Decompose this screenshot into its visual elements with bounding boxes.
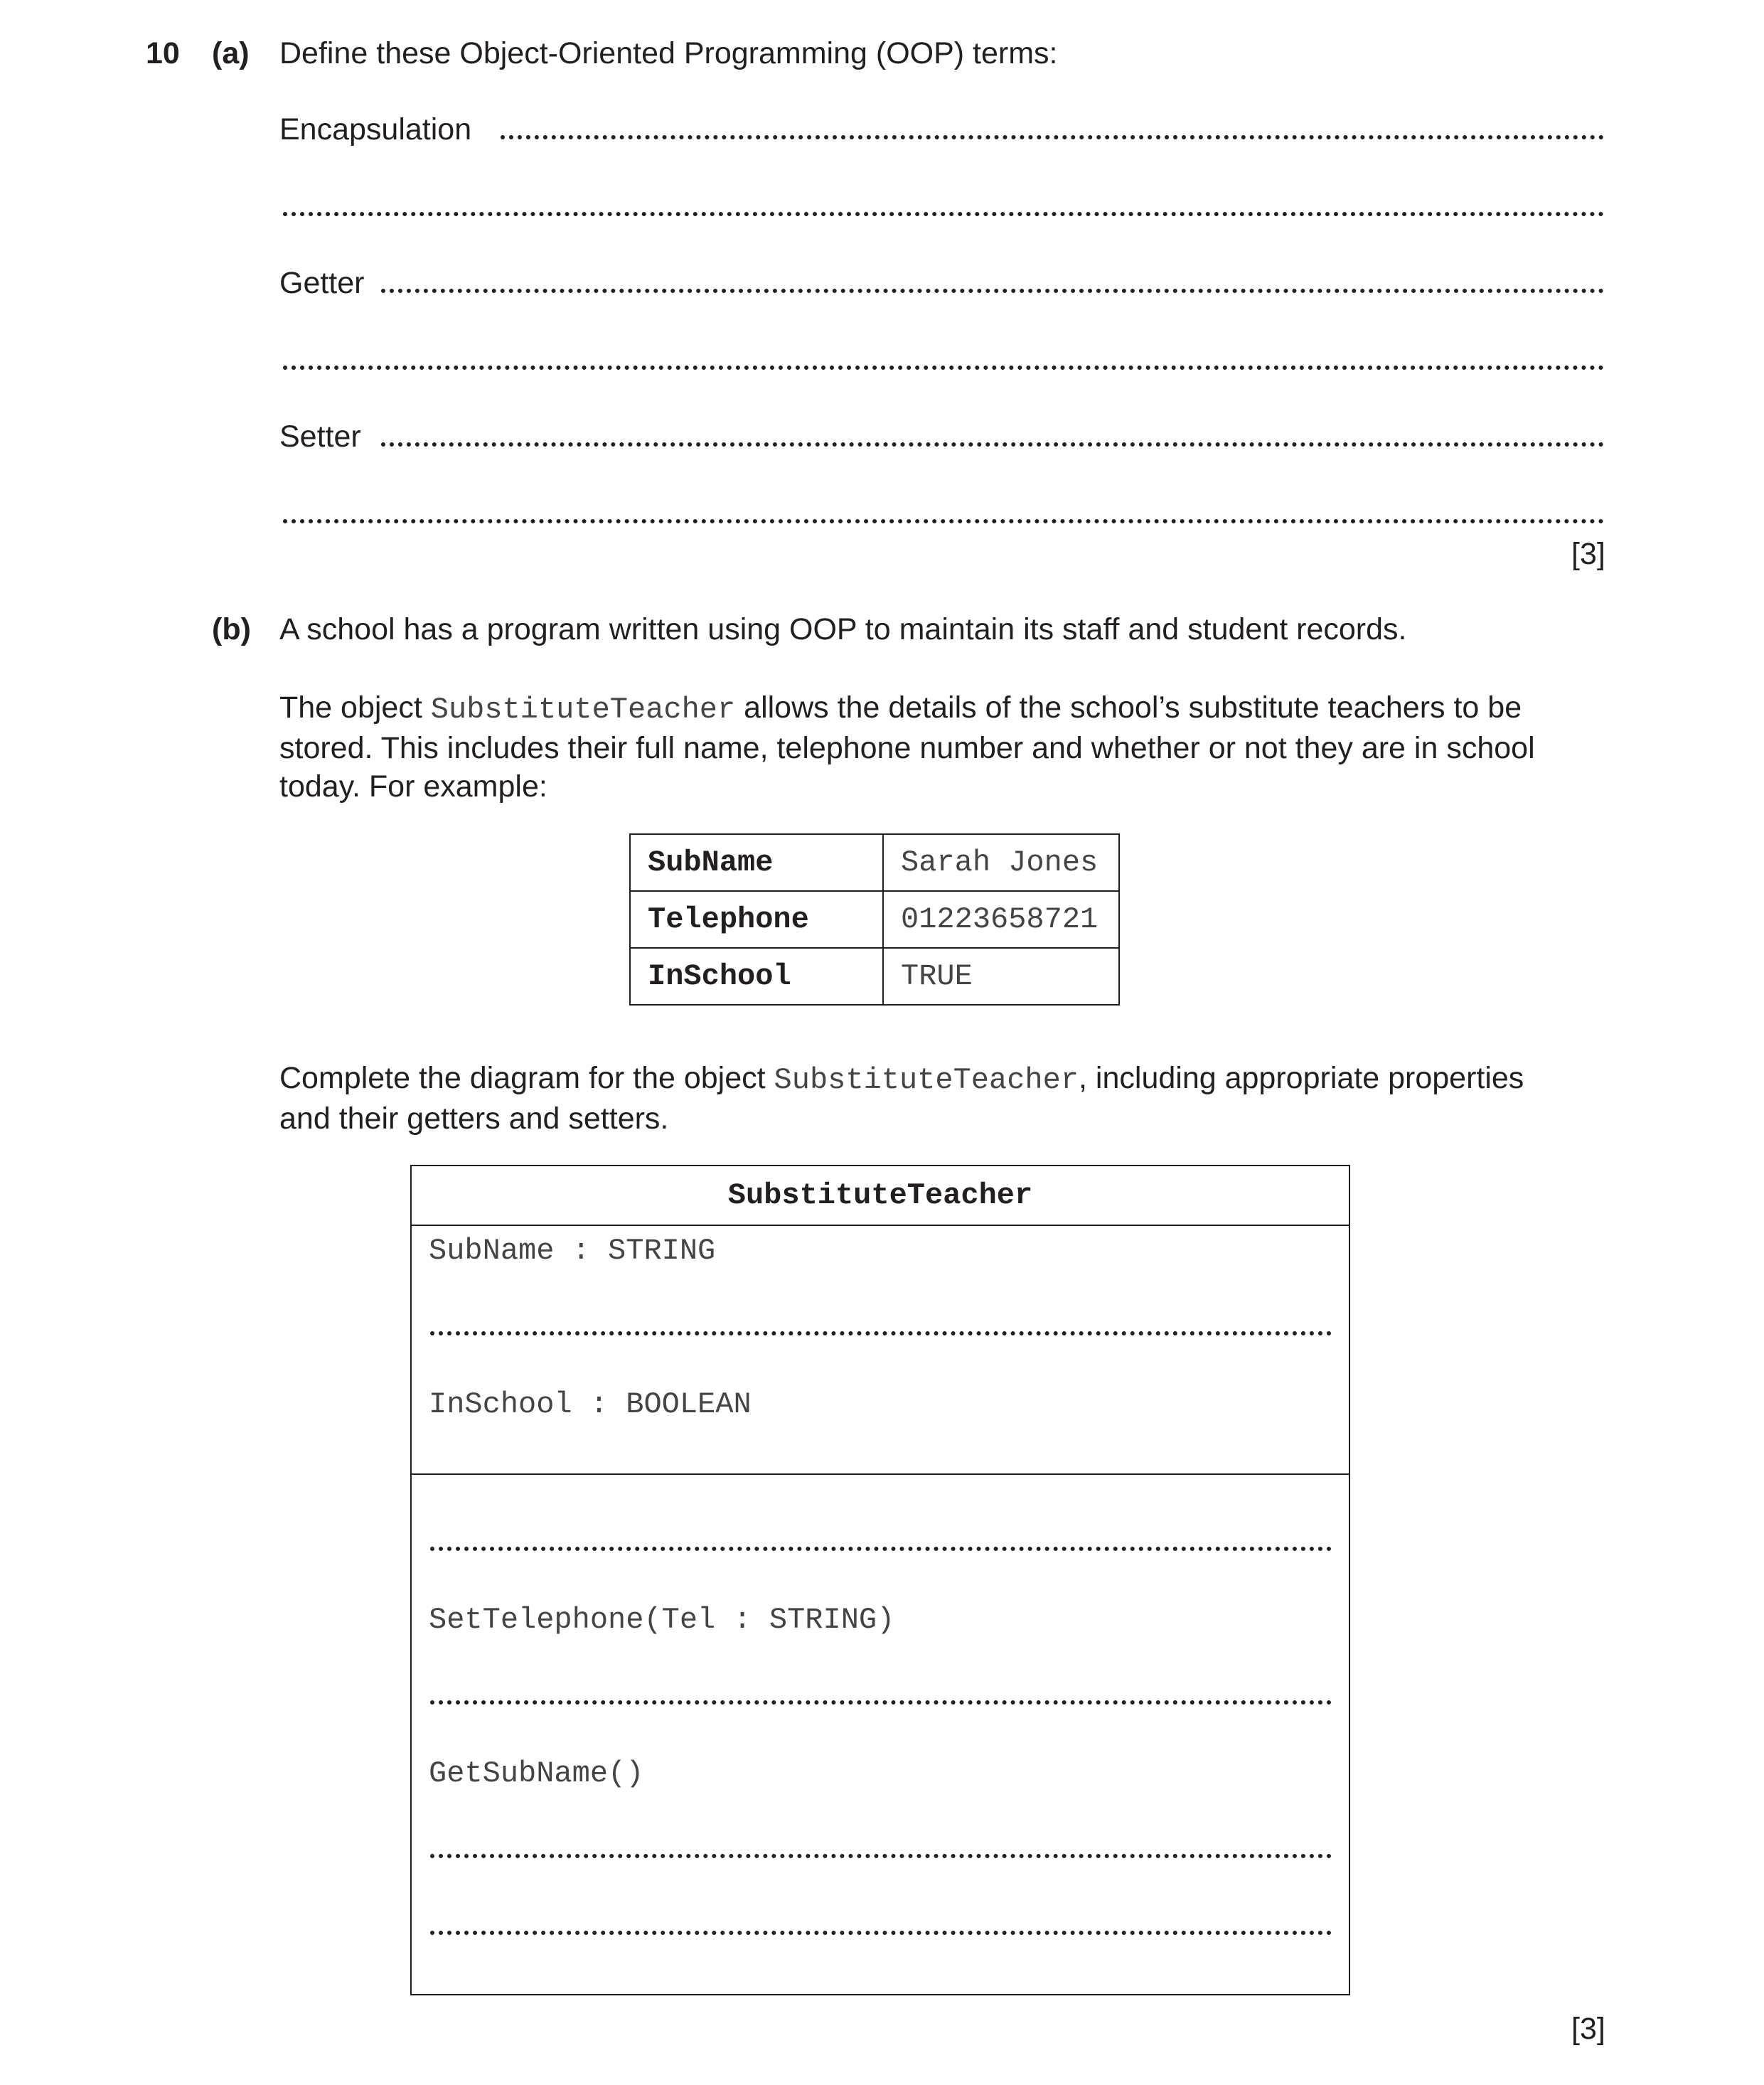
para2-text: Complete the diagram for the object bbox=[279, 1061, 774, 1095]
table-key: SubName bbox=[630, 834, 883, 891]
property-inschool: InSchool : BOOLEAN bbox=[429, 1387, 752, 1422]
term-setter: Setter bbox=[279, 420, 361, 454]
term-encapsulation: Encapsulation bbox=[279, 112, 472, 146]
answer-line[interactable] bbox=[501, 135, 1604, 139]
table-row bbox=[630, 948, 1119, 1005]
table-key: InSchool bbox=[630, 948, 883, 1005]
part-b-paragraph-2 bbox=[279, 1059, 1616, 1138]
part-b-paragraph-1 bbox=[279, 688, 1616, 806]
answer-line[interactable] bbox=[283, 366, 1604, 370]
answer-line[interactable] bbox=[381, 289, 1604, 293]
answer-line[interactable] bbox=[283, 212, 1604, 216]
para2-text-after: , including appropriate properties bbox=[1079, 1061, 1524, 1095]
method-answer-line[interactable] bbox=[430, 1547, 1332, 1551]
class-diagram bbox=[410, 1165, 1350, 1995]
table-value: Sarah Jones bbox=[883, 834, 1119, 891]
para1-code: SubstituteTeacher bbox=[430, 693, 736, 727]
property-subname: SubName : STRING bbox=[429, 1234, 716, 1268]
answer-line[interactable] bbox=[283, 519, 1604, 523]
part-b-marks: [3] bbox=[1571, 2012, 1605, 2046]
diagram-divider bbox=[412, 1473, 1349, 1475]
para1-text-after: allows the details of the school’s substitute teachers to be bbox=[735, 690, 1522, 725]
method-answer-line[interactable] bbox=[430, 1854, 1332, 1858]
method-settelephone: SetTelephone(Tel : STRING) bbox=[429, 1603, 895, 1637]
table-row bbox=[630, 834, 1119, 891]
method-answer-line[interactable] bbox=[430, 1700, 1332, 1705]
para1-line2: stored. This includes their full name, telephone number and whether or not they are in school bbox=[279, 731, 1535, 765]
part-a-prompt: Define these Object-Oriented Programming (OOP) terms: bbox=[279, 36, 1058, 70]
para1-line3: today. For example: bbox=[279, 769, 547, 804]
table-key: Telephone bbox=[630, 891, 883, 948]
method-answer-line[interactable] bbox=[430, 1931, 1332, 1935]
part-a-marks: [3] bbox=[1571, 537, 1605, 571]
table-value: TRUE bbox=[883, 948, 1119, 1005]
part-b-label: (b) bbox=[212, 612, 251, 646]
method-getsubname: GetSubName() bbox=[429, 1756, 644, 1791]
property-answer-line[interactable] bbox=[430, 1331, 1332, 1335]
term-getter: Getter bbox=[279, 266, 365, 300]
para1-text: The object bbox=[279, 690, 431, 725]
para2-line2: and their getters and setters. bbox=[279, 1102, 669, 1136]
part-a-label: (a) bbox=[212, 36, 250, 70]
part-b-intro: A school has a program written using OOP to maintain its staff and student records. bbox=[279, 612, 1407, 646]
table-row bbox=[630, 891, 1119, 948]
answer-line[interactable] bbox=[381, 442, 1604, 447]
para2-code: SubstituteTeacher bbox=[774, 1063, 1079, 1097]
table-value: 01223658721 bbox=[883, 891, 1119, 948]
class-name: SubstituteTeacher bbox=[412, 1166, 1349, 1226]
question-number: 10 bbox=[146, 36, 180, 70]
example-table bbox=[629, 833, 1120, 1006]
